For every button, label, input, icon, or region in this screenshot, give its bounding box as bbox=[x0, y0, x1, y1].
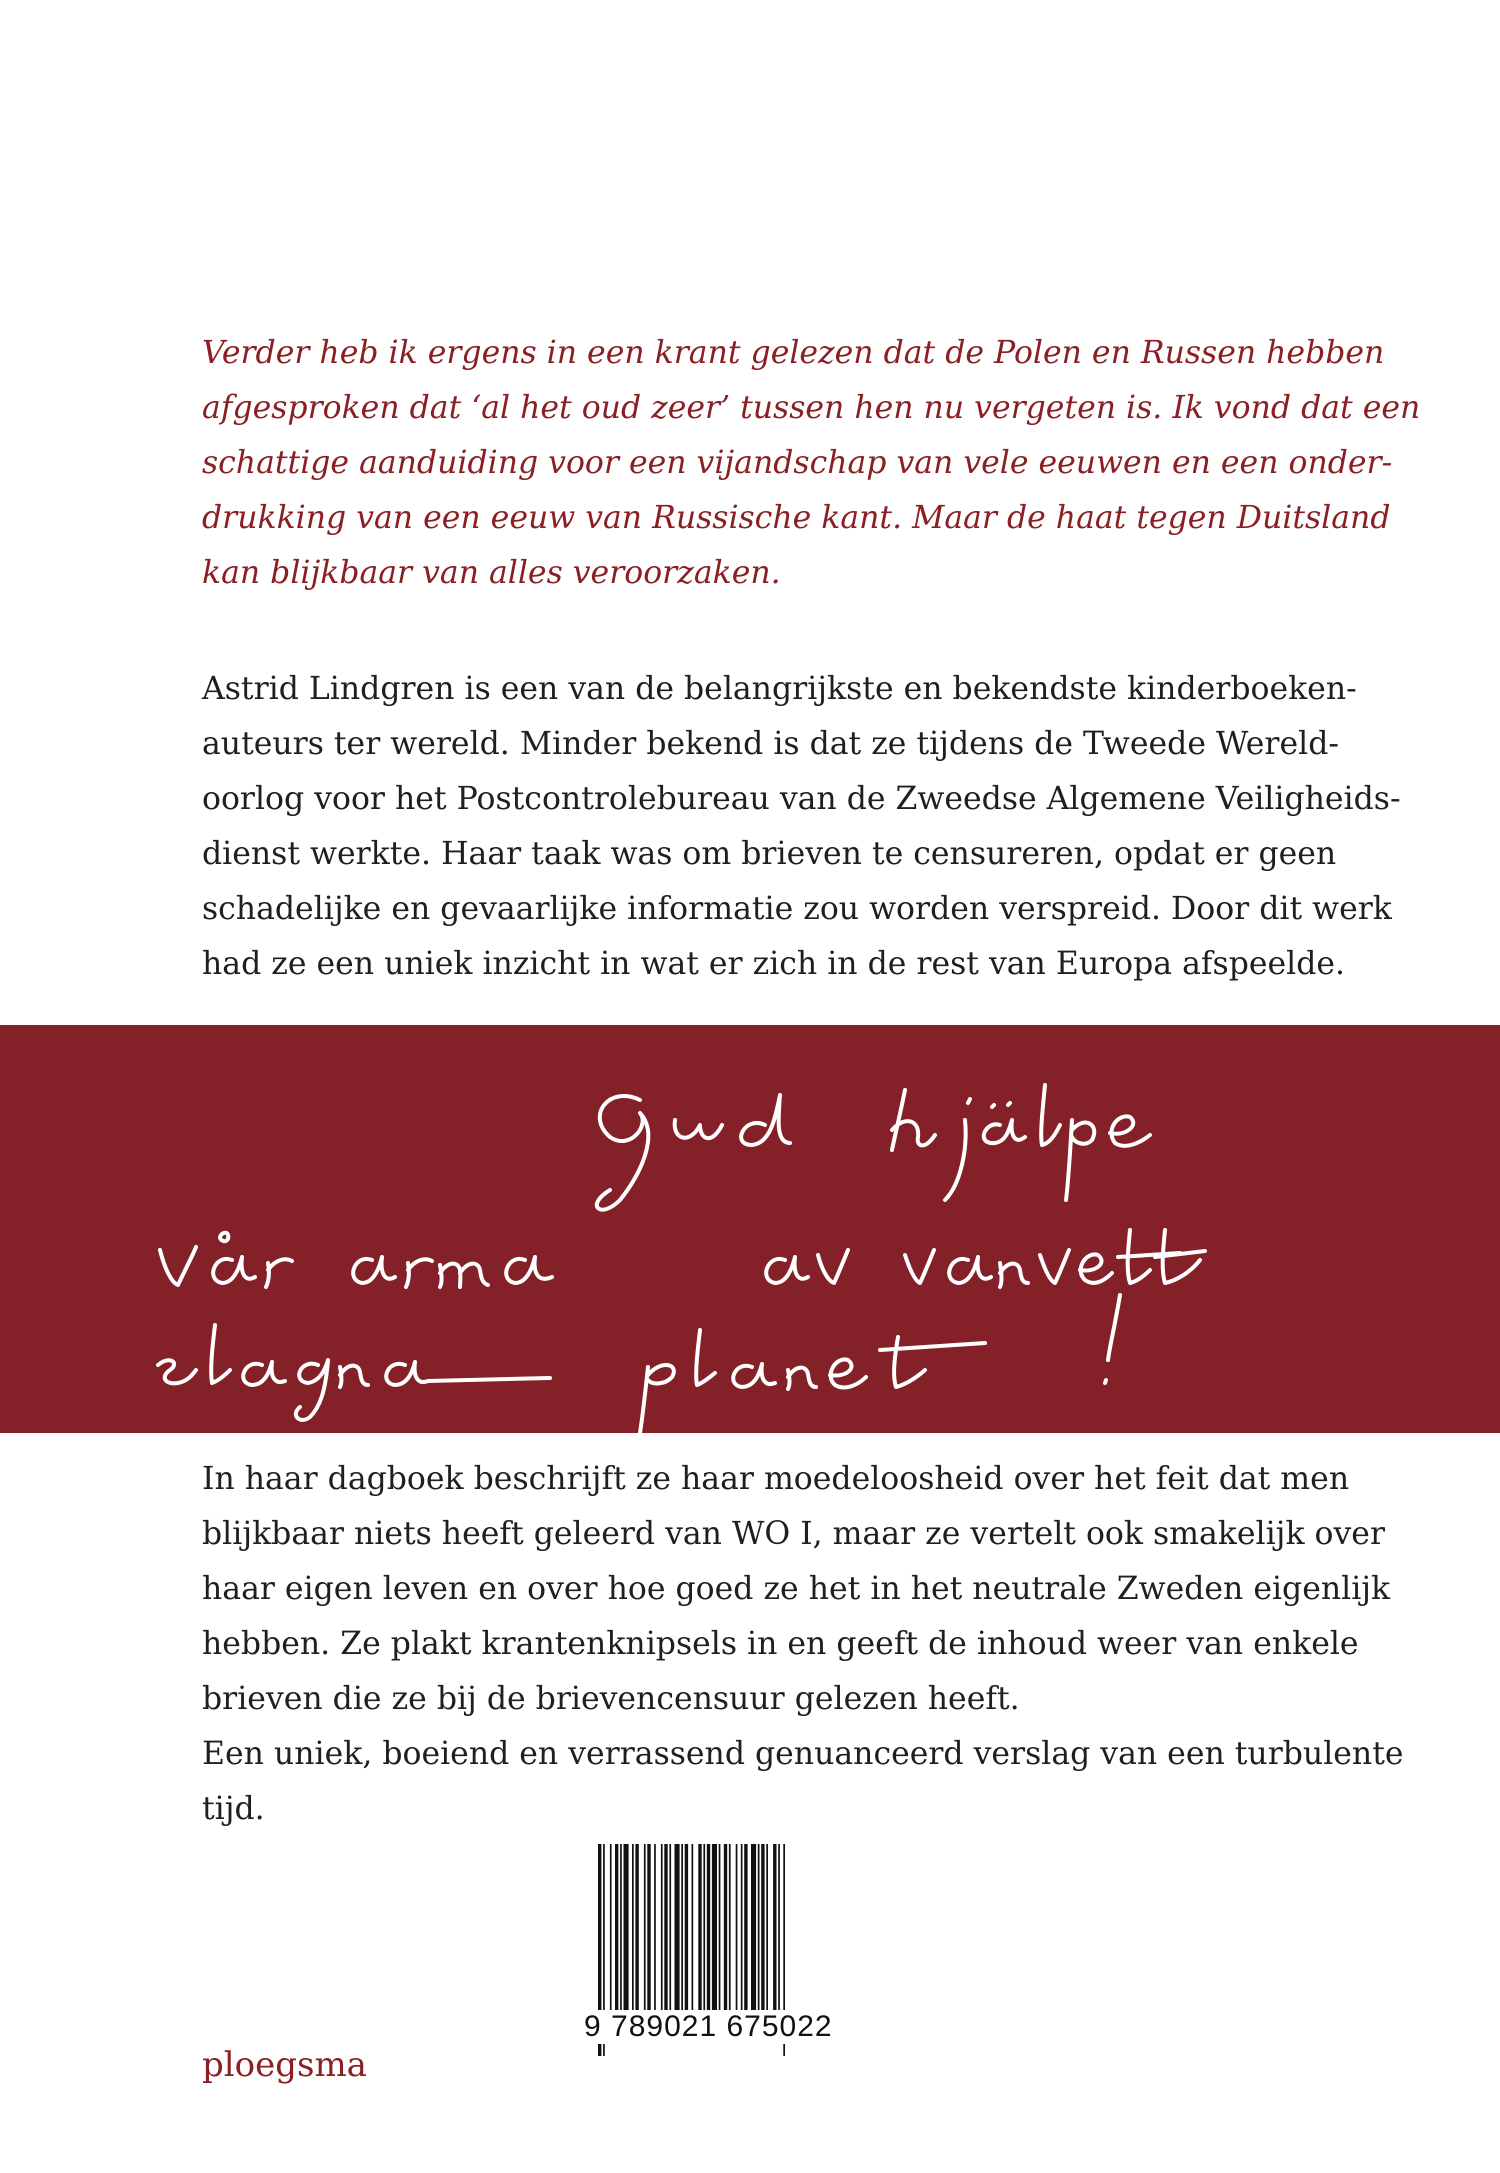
barcode-bar bbox=[736, 1844, 738, 2012]
barcode-bar bbox=[635, 1844, 638, 2012]
barcode-bar bbox=[766, 1844, 768, 2012]
barcode-bar bbox=[661, 1844, 663, 2012]
barcode-bar bbox=[707, 1844, 710, 2012]
summary-line: tijd. bbox=[202, 1791, 265, 1827]
barcode-bar bbox=[664, 1844, 667, 2012]
barcode-bar bbox=[751, 1844, 756, 2012]
barcode-bar bbox=[624, 1844, 629, 2012]
barcode-bar bbox=[681, 1844, 683, 2012]
summary-line: blijkbaar niets heeft geleerd van WO I, maar ze vertelt ook smakelijk over bbox=[202, 1516, 1386, 1552]
barcode-bar bbox=[610, 1844, 612, 2012]
barcode-bar bbox=[703, 1844, 705, 2012]
barcode-bar bbox=[644, 1844, 646, 2012]
barcode-bar bbox=[758, 1844, 760, 2012]
intro-line: Astrid Lindgren is een van de belangrijkste en bekendste kinderboeken- bbox=[202, 671, 1357, 707]
quote-block bbox=[202, 326, 1421, 601]
barcode-bar bbox=[647, 1844, 650, 2012]
barcode-bar bbox=[685, 1844, 688, 2012]
barcode-bar bbox=[724, 1844, 727, 2012]
barcode-bar bbox=[692, 1844, 694, 2012]
summary-line: hebben. Ze plakt krantenknipsels in en geeft de inhoud weer van enkele bbox=[202, 1626, 1359, 1662]
barcode-bar bbox=[620, 1844, 622, 2012]
barcode-bar bbox=[698, 1844, 701, 2012]
handwritten-quote-image bbox=[0, 1025, 1500, 1433]
barcode-bar bbox=[615, 1844, 618, 2012]
barcode-bar bbox=[744, 1844, 747, 2012]
summary-line: brieven die ze bij de brievencensuur gelezen heeft. bbox=[202, 1681, 1020, 1717]
summary-line: Een uniek, boeiend en verrassend genuanceerd verslag van een turbulente bbox=[202, 1736, 1404, 1772]
isbn-number: 9 789021 675022 bbox=[582, 2010, 854, 2044]
barcode-bar bbox=[675, 1844, 680, 2012]
quote-line: schattige aanduiding voor een vijandschap van vele eeuwen en een onder- bbox=[202, 445, 1393, 481]
intro-line: auteurs ter wereld. Minder bekend is dat ze tijdens de Tweede Wereld- bbox=[202, 726, 1340, 762]
barcode-bar bbox=[654, 1844, 656, 2012]
barcode-bar bbox=[729, 1844, 731, 2012]
summary-line: In haar dagboek beschrijft ze haar moedeloosheid over het feit dat men bbox=[202, 1461, 1350, 1497]
quote-line: afgesproken dat ‘al het oud zeer’ tussen hen nu vergeten is. Ik vond dat een bbox=[202, 390, 1421, 426]
quote-line: Verder heb ik ergens in een krant gelezen dat de Polen en Russen hebben bbox=[202, 335, 1385, 371]
barcode-bar bbox=[712, 1844, 717, 2012]
quote-line: drukking van een eeuw van Russische kant. Maar de haat tegen Duitsland bbox=[202, 500, 1391, 536]
quote-line: kan blijkbaar van alles veroorzaken. bbox=[202, 555, 781, 591]
barcode-bar bbox=[719, 1844, 721, 2012]
intro-line: schadelijke en gevaarlijke informatie zou worden verspreid. Door dit werk bbox=[202, 891, 1392, 927]
barcode-bar bbox=[669, 1844, 671, 2012]
intro-line: oorlog voor het Postcontrolebureau van de Zweedse Algemene Veiligheids- bbox=[202, 781, 1401, 817]
barcode-bar bbox=[632, 1844, 634, 2012]
handwriting-band bbox=[0, 1025, 1500, 1433]
intro-line: dienst werkte. Haar taak was om brieven te censureren, opdat er geen bbox=[202, 836, 1337, 872]
publisher-logo: ploegsma bbox=[202, 2045, 367, 2085]
summary-line: haar eigen leven en over hoe goed ze het in het neutrale Zweden eigenlijk bbox=[202, 1571, 1391, 1607]
barcode-bar bbox=[741, 1844, 743, 2012]
summary-paragraph bbox=[202, 1452, 1404, 1837]
intro-line: had ze een uniek inzicht in wat er zich in de rest van Europa afspeelde. bbox=[202, 946, 1346, 982]
intro-paragraph bbox=[202, 662, 1401, 992]
barcode-bar bbox=[773, 1844, 776, 2012]
barcode-bar bbox=[778, 1844, 780, 2012]
barcode-bar bbox=[761, 1844, 764, 2012]
